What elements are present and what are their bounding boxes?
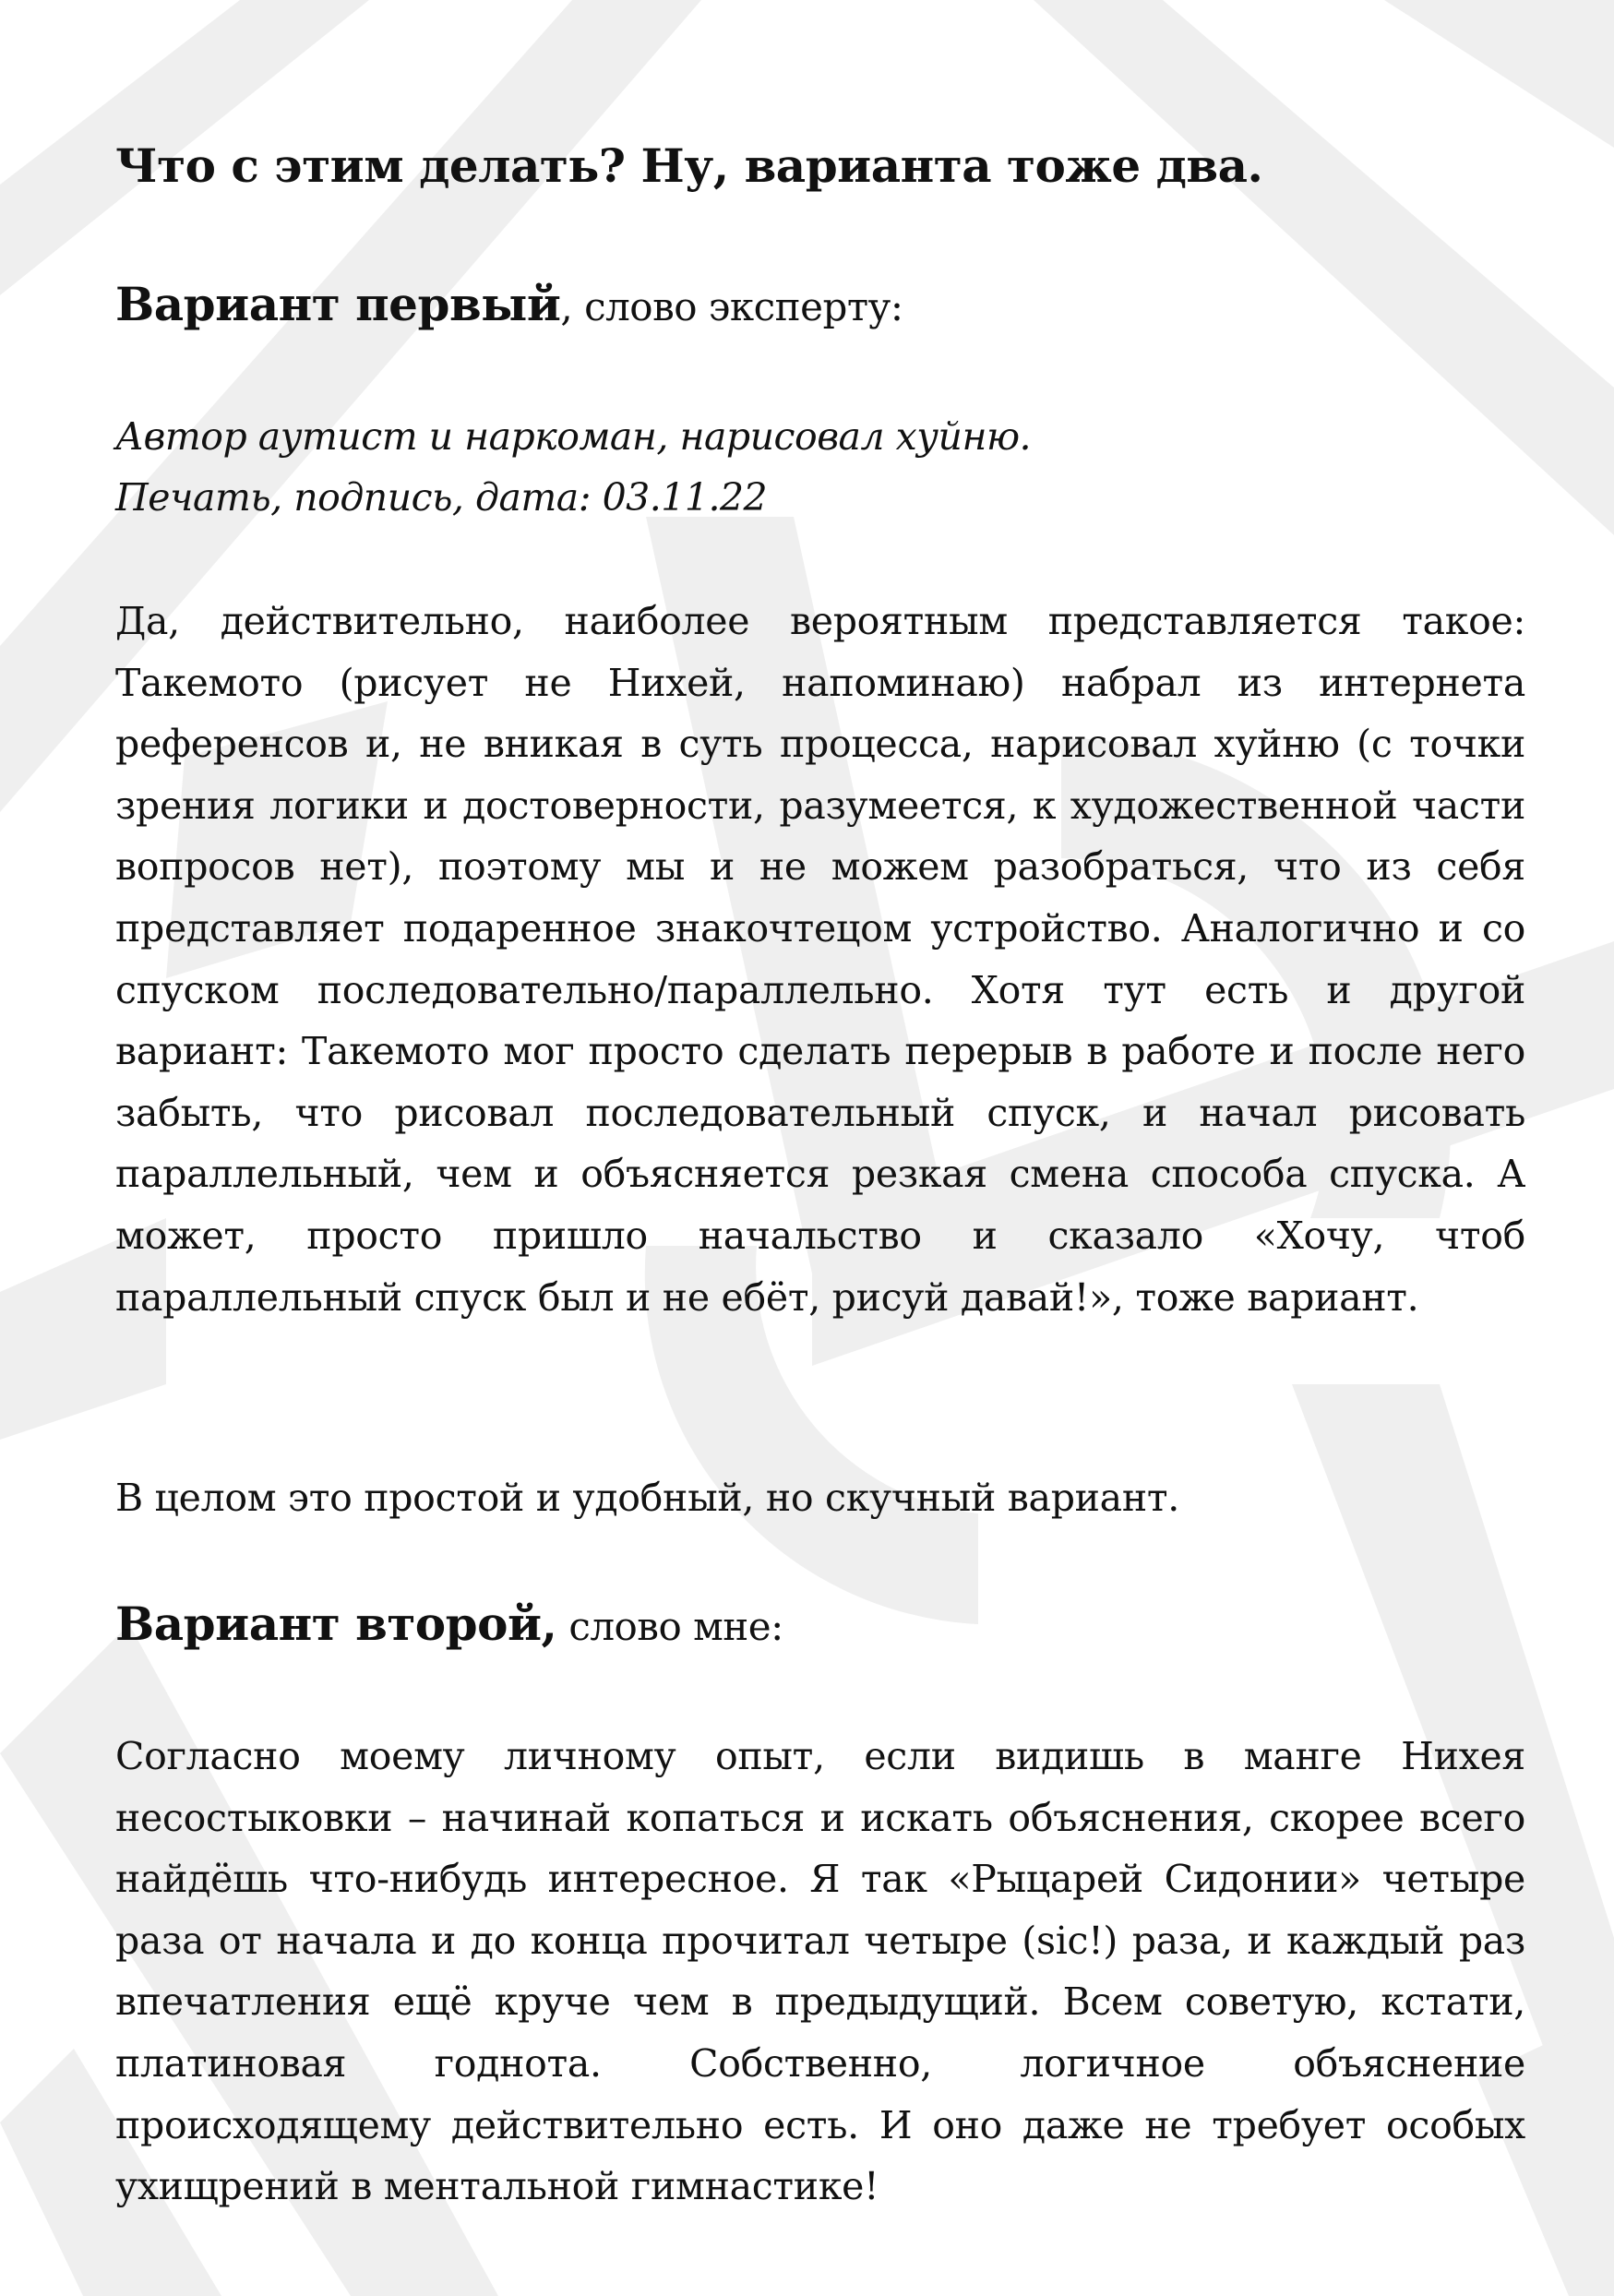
variant-two-title: Вариант второй, [115,1596,557,1651]
variant-one-suffix: , слово эксперту: [560,284,903,329]
expert-quote-line-1: Автор аутист и наркоман, нарисовал хуйню. [115,414,1032,459]
expert-quote [115,406,1525,528]
paragraph-explanation: Да, действительно, наиболее вероятным представляется такое: Такемото (рисует не Нихей, напоминаю) набрал из интернета референсов и, не вникая в суть процесса, нарисовал хуйню (с точки зрения логики и достоверности, разумеется, к художественной части вопросов нет), поэтому мы и не можем разобраться, что из себя представляет подаренное знакочтецом устройство. Аналогично и со спуском последовательно/параллельно. Хотя тут есть и другой вариант: Такемото мог просто сделать перерыв в работе и после него забыть, что рисовал последовательный спуск, и начал рисовать параллельный, чем и объясняется резкая смена способа спуска. А может, просто пришло начальство и сказало «Хочу, чтоб параллельный спуск был и не ебёт, рисуй давай!», тоже вариант. [115,599,1525,1320]
variant-two-suffix: слово мне: [556,1604,783,1649]
variant-two-heading [115,1596,1525,1655]
page-heading: Что с этим делать? Ну, варианта тоже два. [115,138,1263,193]
expert-quote-line-2: Печать, подпись, дата: 03.11.22 [115,475,768,520]
variant-one-heading [115,277,1525,335]
paragraph-author-opinion: Согласно моему личному опыт, если видишь в манге Нихея несостыковки – начинай копаться и искать объяснения, скорее всего найдёшь что-нибудь интересное. Я так «Рыцарей Сидонии» четыре раза от начала и до конца прочитал четыре (sic!) раза, и каждый раз впечатления ещё круче чем в предыдущий. Всем советую, кстати, платиновая годнота. Собственно, логичное объяснение происходящему действительно есть. И оно даже не требует особых ухищрений в ментальной гимнастике! [115,1734,1525,2209]
paragraph-summary: В целом это простой и удобный, но скучный вариант. [115,1476,1179,1520]
variant-one-title: Вариант первый [115,277,561,331]
